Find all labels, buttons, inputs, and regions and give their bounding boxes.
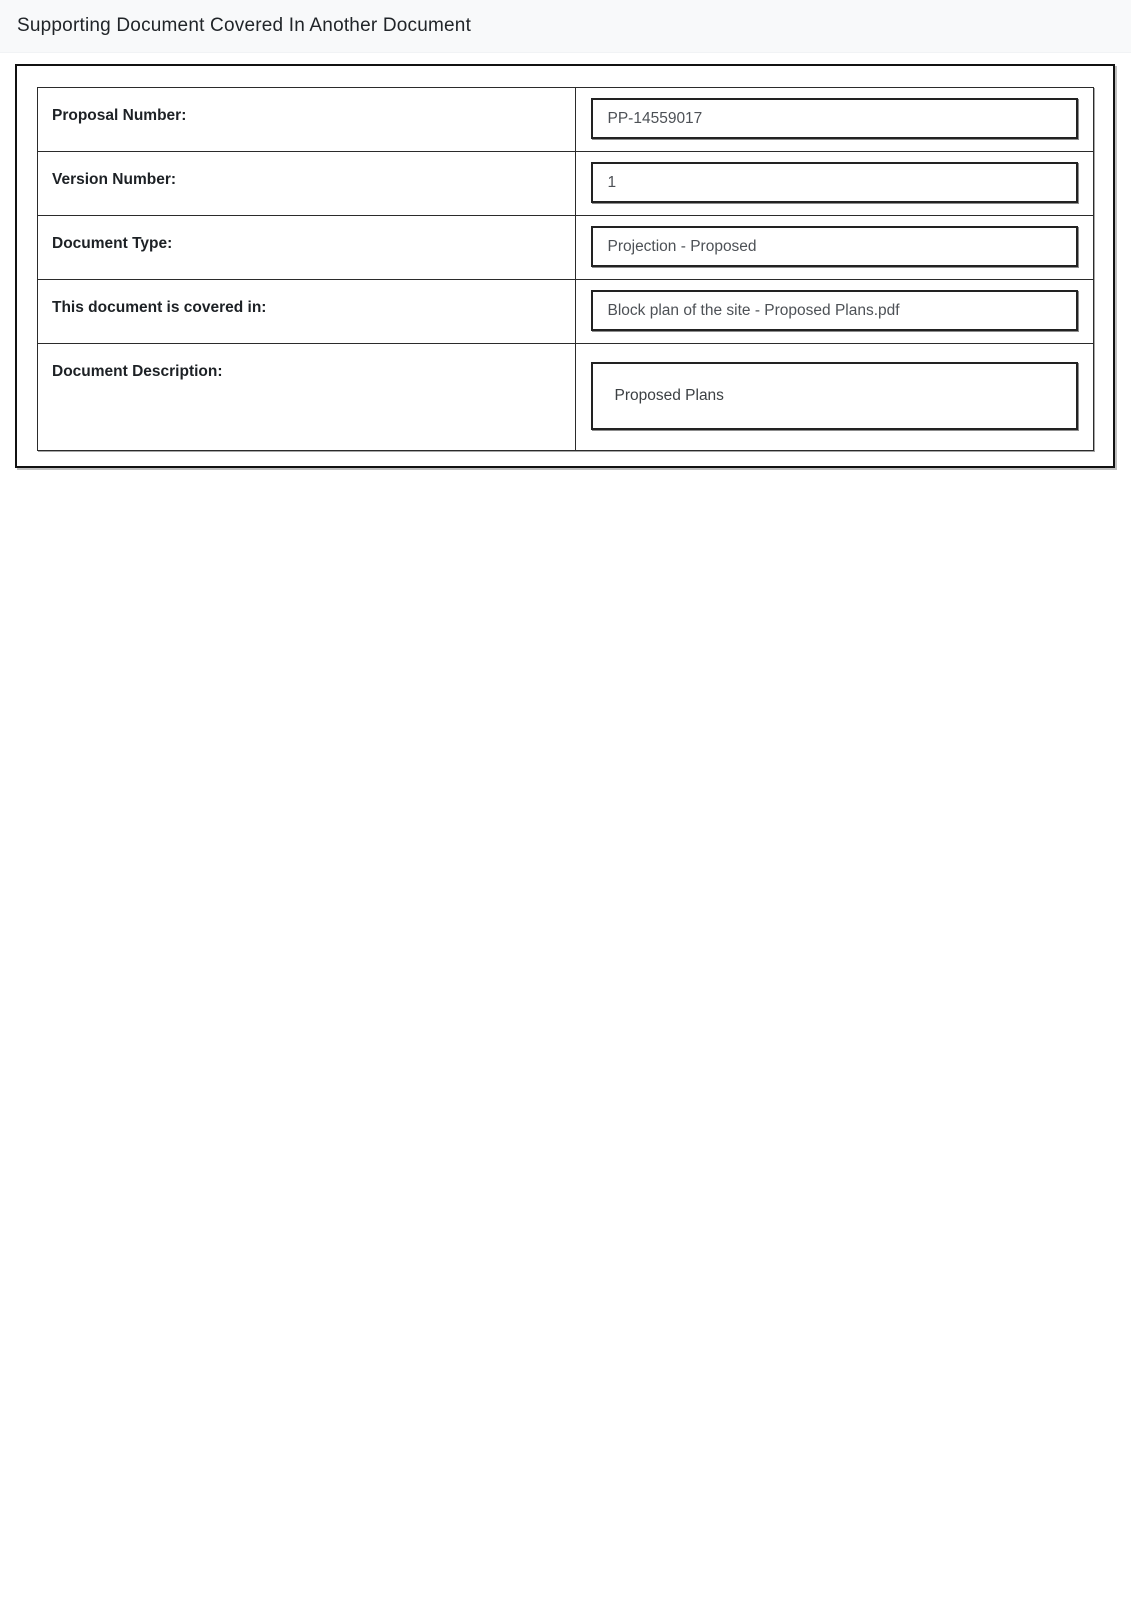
covered-in-field[interactable]: Block plan of the site - Proposed Plans.pdf xyxy=(591,290,1079,331)
page-header xyxy=(0,0,1131,53)
covered-in-cell xyxy=(575,280,1094,344)
document-type-cell xyxy=(575,216,1094,280)
document-panel xyxy=(15,64,1115,468)
version-number-field[interactable]: 1 xyxy=(591,162,1079,203)
table-row xyxy=(38,280,1094,344)
document-type-label: Document Type: xyxy=(38,216,576,280)
table-row xyxy=(38,152,1094,216)
version-number-label: Version Number: xyxy=(38,152,576,216)
version-number-cell xyxy=(575,152,1094,216)
document-type-field[interactable]: Projection - Proposed xyxy=(591,226,1079,267)
proposal-number-cell xyxy=(575,88,1094,152)
proposal-number-field[interactable]: PP-14559017 xyxy=(591,98,1079,139)
covered-in-label: This document is covered in: xyxy=(38,280,576,344)
table-row xyxy=(38,344,1094,451)
document-description-label: Document Description: xyxy=(38,344,576,451)
table-row xyxy=(38,216,1094,280)
page-title: Supporting Document Covered In Another Document xyxy=(17,15,472,36)
table-row xyxy=(38,88,1094,152)
proposal-number-label: Proposal Number: xyxy=(38,88,576,152)
document-description-textarea[interactable]: Proposed Plans xyxy=(591,362,1079,430)
document-details-table xyxy=(37,87,1094,451)
document-description-cell xyxy=(575,344,1094,451)
